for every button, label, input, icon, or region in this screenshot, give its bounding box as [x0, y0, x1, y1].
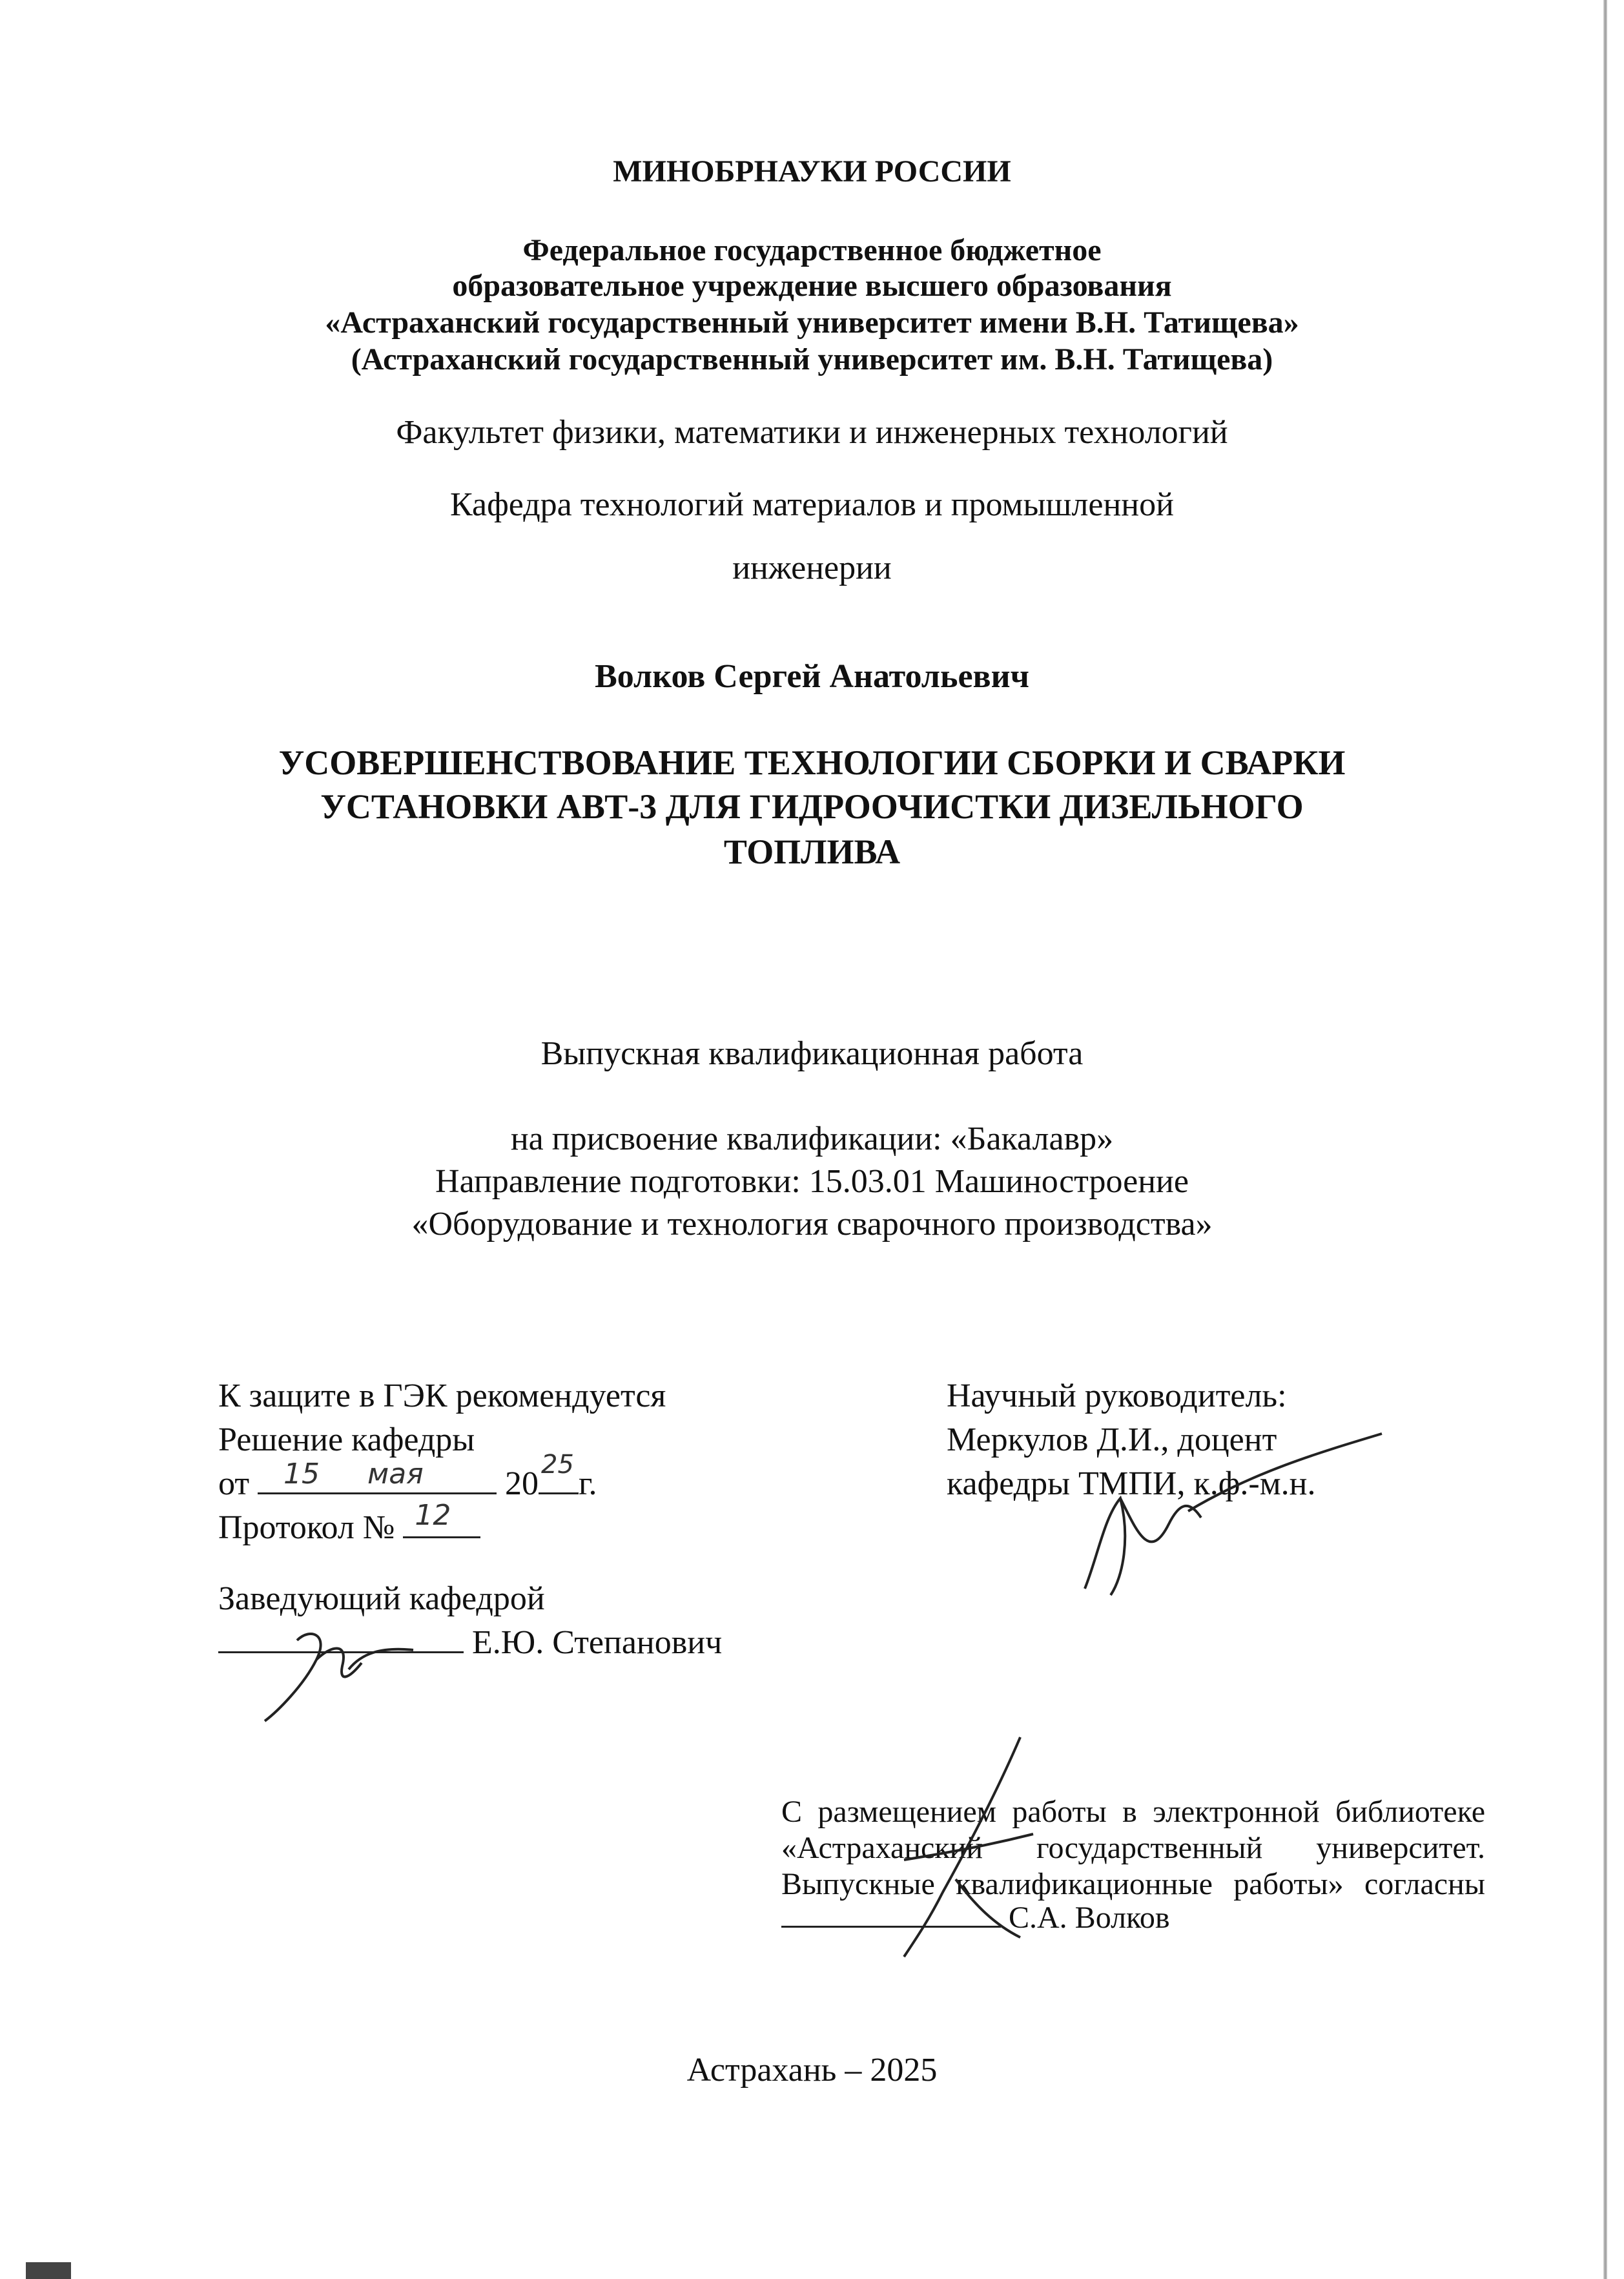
- thesis-title-line-1: УСОВЕРШЕНСТВОВАНИЕ ТЕХНОЛОГИИ СБОРКИ И СВАРКИ: [278, 743, 1346, 782]
- thesis-title-line-3: ТОПЛИВА: [723, 832, 901, 871]
- head-signature: [252, 1602, 420, 1724]
- org-line-3: «Астраханский государственный университет имени В.Н. Татищева»: [325, 305, 1299, 340]
- department-line-1: Кафедра технологий материалов и промышленной: [450, 486, 1174, 523]
- consent-line-3: Выпускные квалификационные работы» согласны: [781, 1867, 1485, 1901]
- date-prefix: от: [218, 1465, 250, 1502]
- city-year-footer: Астрахань – 2025: [686, 2052, 938, 2088]
- study-profile: «Оборудование и технология сварочного производства»: [411, 1206, 1213, 1243]
- department-line-2: инженерии: [732, 550, 892, 586]
- org-line-2: образовательное учреждение высшего образования: [452, 269, 1172, 303]
- work-type: Выпускная квалификационная работа: [540, 1035, 1084, 1072]
- supervisor-name: Меркулов Д.И., доцент: [947, 1421, 1277, 1458]
- date-year-prefix: 20: [505, 1465, 539, 1502]
- date-month-handwritten: мая: [367, 1458, 424, 1490]
- date-year-handwritten: 25: [541, 1450, 574, 1480]
- author-name: Волков Сергей Анатольевич: [595, 658, 1029, 695]
- protocol-blank: [403, 1499, 480, 1538]
- supervisor-signature: [1059, 1427, 1395, 1608]
- ministry-heading: МИНОБРНАУКИ РОССИИ: [613, 154, 1011, 189]
- head-name: Е.Ю. Степанович: [472, 1624, 723, 1661]
- date-year-blank: [539, 1450, 579, 1494]
- decision-date: [218, 1450, 597, 1503]
- date-suffix: г.: [579, 1465, 597, 1502]
- org-line-1: Федеральное государственное бюджетное: [522, 233, 1102, 267]
- consent-name: С.А. Волков: [1009, 1901, 1170, 1935]
- faculty-name: Факультет физики, математики и инженерных технологий: [396, 414, 1228, 451]
- thesis-title-line-2: УСТАНОВКИ АВТ-3 ДЛЯ ГИДРООЧИСТКИ ДИЗЕЛЬНОГО: [320, 787, 1304, 826]
- scan-corner-mark: [26, 2262, 71, 2279]
- protocol-number-handwritten: 12: [415, 1499, 451, 1532]
- org-line-4: (Астраханский государственный университет им. В.Н. Татищева): [351, 342, 1273, 376]
- defense-recommendation: К защите в ГЭК рекомендуется: [218, 1377, 666, 1414]
- department-decision: Решение кафедры: [218, 1421, 475, 1458]
- protocol-label: Протокол №: [218, 1509, 395, 1546]
- qualification: на присвоение квалификации: «Бакалавр»: [510, 1120, 1114, 1157]
- protocol-line: [218, 1499, 480, 1547]
- supervisor-department: кафедры ТМПИ, к.ф.-м.н.: [947, 1465, 1316, 1502]
- student-signature: [827, 1731, 1072, 1963]
- supervisor-label: Научный руководитель:: [947, 1377, 1287, 1414]
- consent-line-1: С размещением работы в электронной библиотеке: [781, 1795, 1485, 1829]
- date-day-handwritten: 15: [283, 1458, 320, 1490]
- date-day-month-blank: [258, 1458, 497, 1494]
- consent-line-2: «Астраханский государственный университет.: [781, 1831, 1485, 1865]
- study-direction: Направление подготовки: 15.03.01 Машиностроение: [435, 1163, 1189, 1200]
- head-label: Заведующий кафедрой: [218, 1580, 545, 1617]
